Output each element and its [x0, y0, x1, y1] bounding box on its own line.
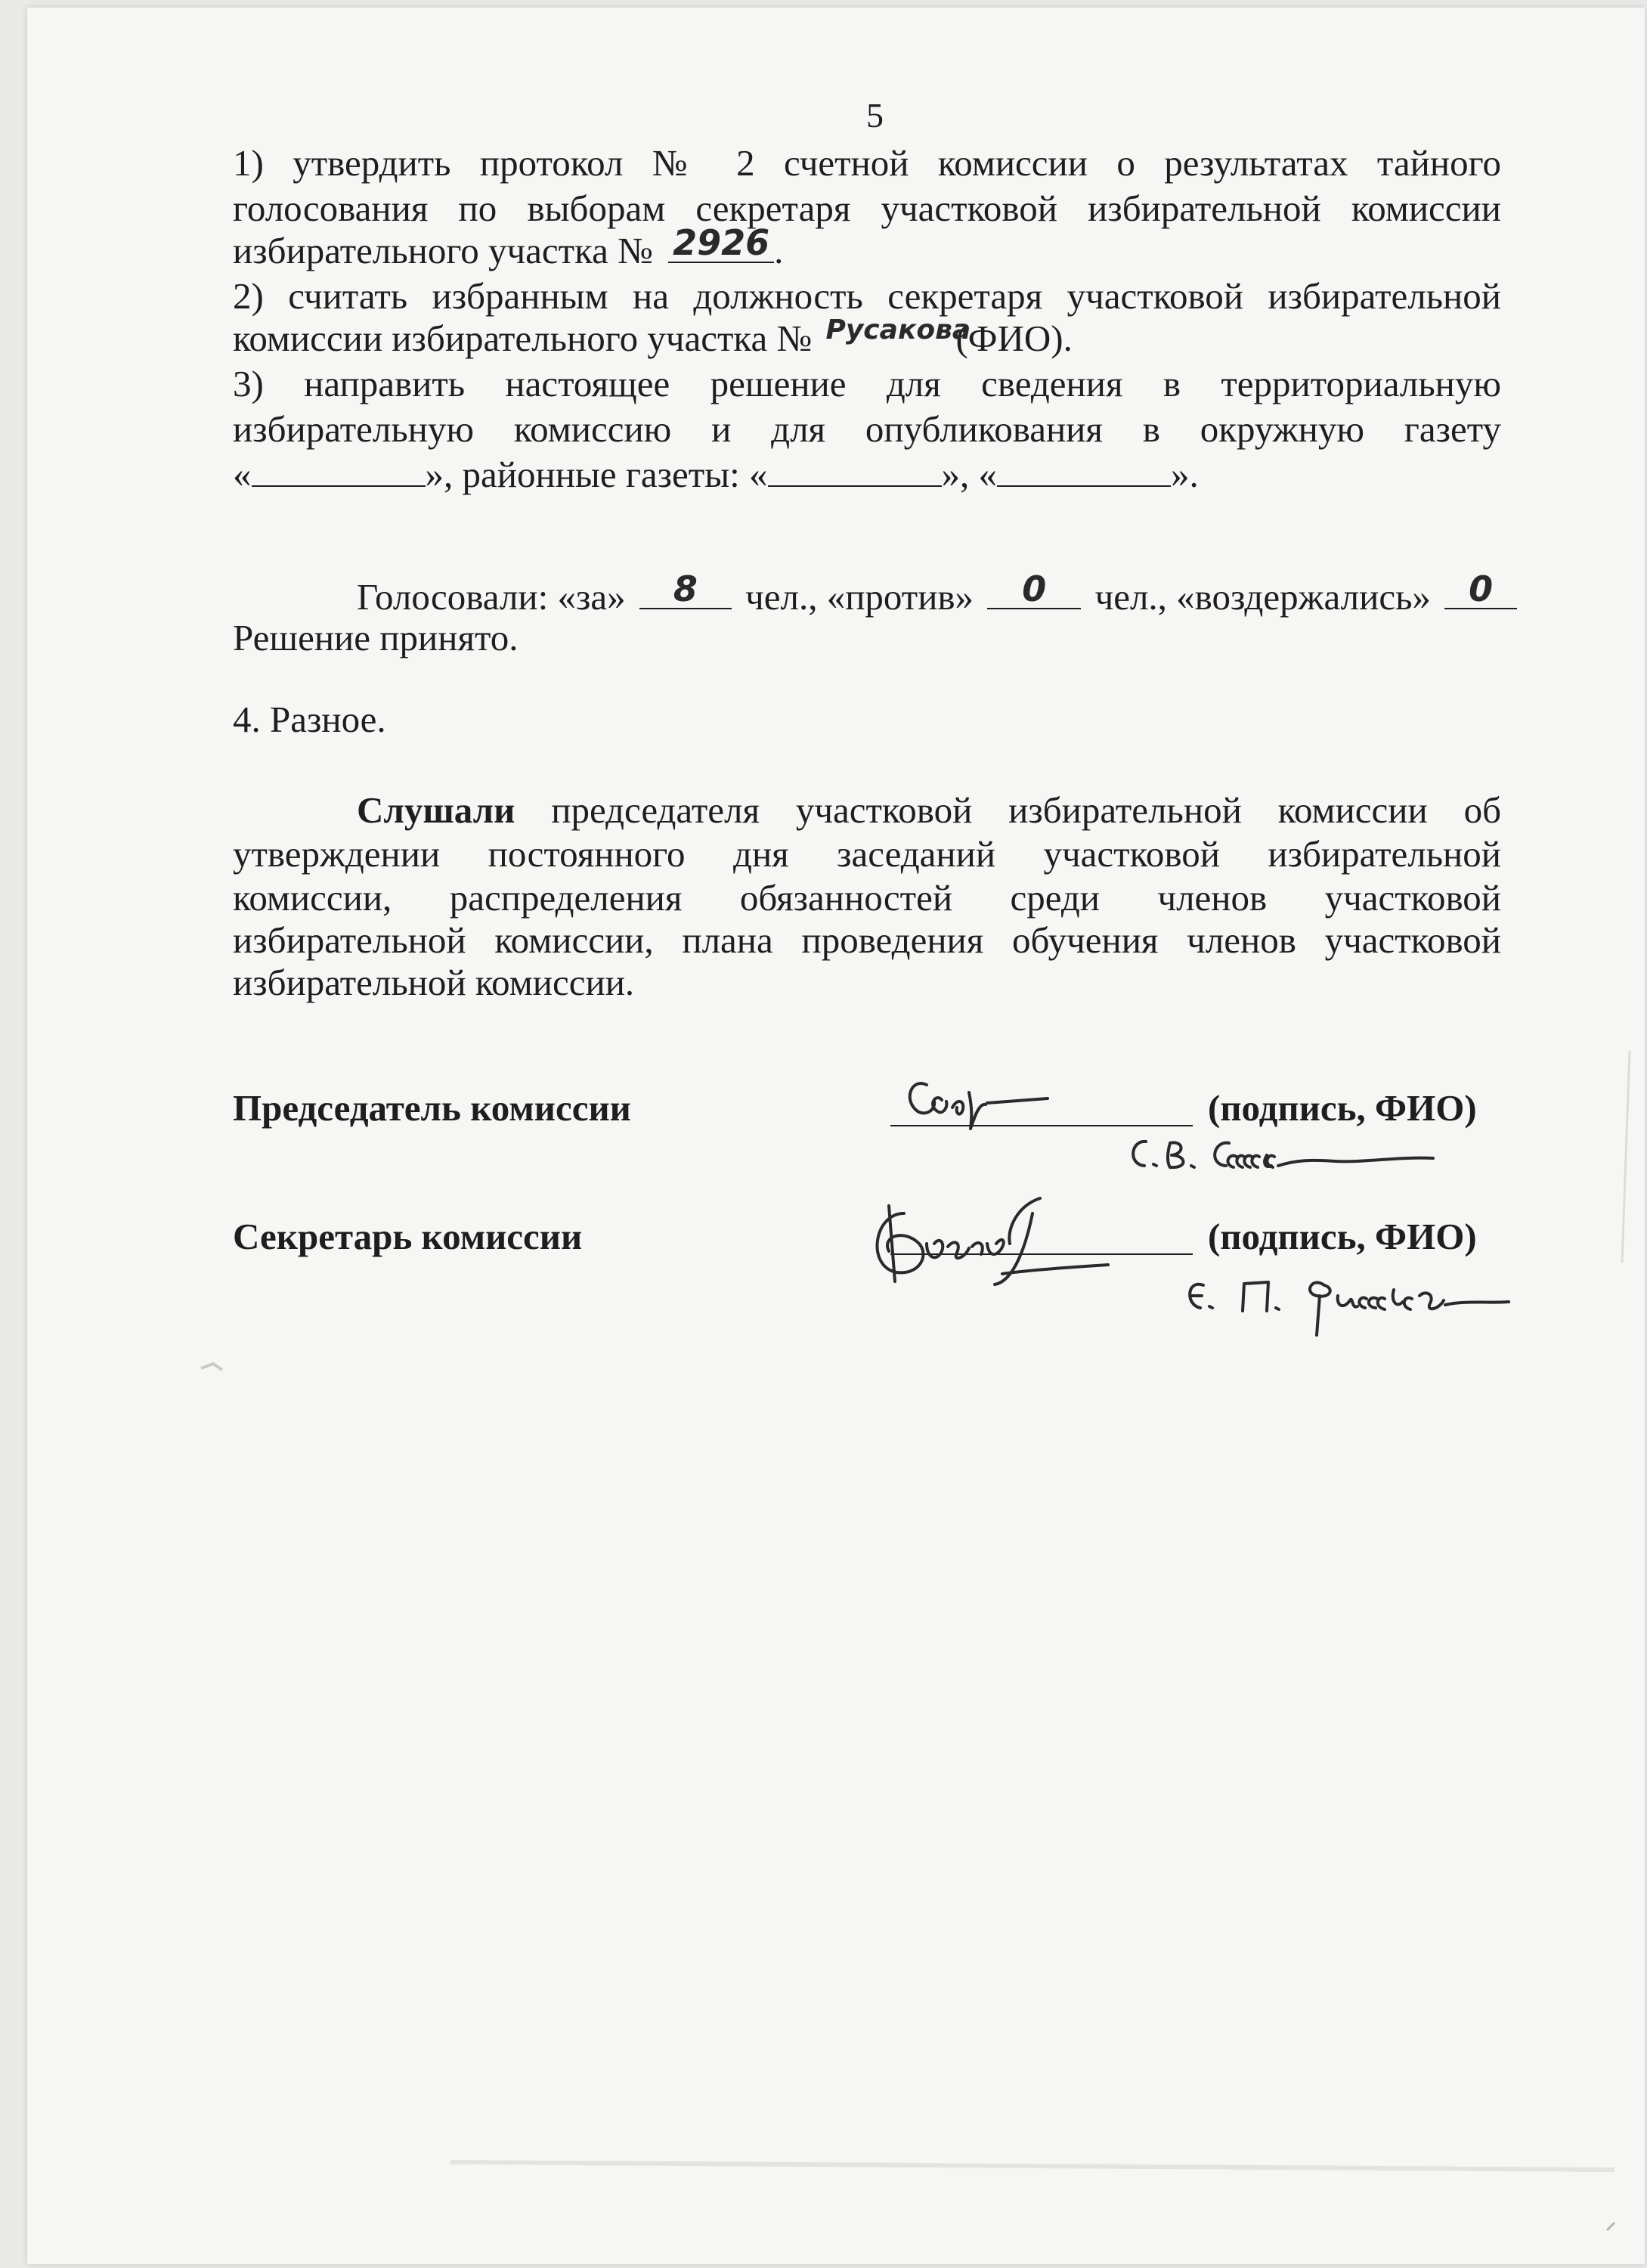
secretary-caption: (подпись, ФИО)	[1208, 1216, 1477, 1257]
chairman-caption: (подпись, ФИО)	[1208, 1087, 1477, 1129]
quote-open-1: «	[233, 454, 252, 495]
newspapers-text: », районные газеты: «	[425, 454, 768, 495]
decision-result: Решение принято.	[233, 617, 519, 658]
document-page	[27, 8, 1645, 2264]
paragraph-1-line-3-text: избирательного участка №	[233, 230, 653, 271]
secretary-label: Секретарь комиссии	[233, 1216, 583, 1257]
vote-abstain-label: чел., «воздержались»	[1094, 576, 1431, 618]
paragraph-1-line-1: 1) утвердить протокол № 2 счетной комиссии о результатах тайного	[233, 142, 1501, 184]
heard-line-3: комиссии, распределения обязанностей среди членов участковой	[233, 877, 1501, 919]
paragraph-2-line-2-end: (ФИО).	[955, 318, 1073, 359]
heard-bold-word: Слушали	[357, 789, 515, 831]
heard-line-1-rest: председателя участковой избирательной комиссии об	[551, 789, 1502, 831]
paragraph-3-line-2: избирательную комиссию и для опубликования в окружную газету	[233, 408, 1501, 450]
paragraph-3-line-1: 3) направить настоящее решение для сведения в территориальную	[233, 363, 1501, 404]
vote-against-handwritten: 0	[1022, 569, 1047, 609]
vote-for-label: Голосовали: «за»	[357, 576, 626, 618]
chairman-label: Председатель комиссии	[233, 1087, 631, 1129]
vote-against-label: чел., «против»	[745, 576, 974, 618]
paragraph-2-line-1: 2) считать избранным на должность секретаря участковой избирательной	[233, 275, 1501, 317]
precinct-number-handwritten: 2926	[673, 222, 770, 263]
vote-for-handwritten: 8	[673, 569, 698, 609]
heard-line-4: избирательной комиссии, плана проведения обучения членов участковой	[233, 919, 1501, 961]
paragraph-2-line-2-text: комиссии избирательного участка №	[233, 318, 813, 359]
quote-sep: », «	[941, 454, 997, 495]
heard-line-2: утверждении постоянного дня заседаний участковой избирательной	[233, 833, 1501, 875]
item-4-heading: 4. Разное.	[233, 699, 386, 740]
quote-close: ».	[1171, 454, 1199, 495]
elected-name-handwritten: Русакова	[825, 314, 971, 345]
heard-line-5: избирательной комиссии.	[233, 962, 635, 1003]
page-number: 5	[866, 96, 884, 135]
paragraph-1-line-2: голосования по выборам секретаря участковой избирательной комиссии	[233, 187, 1501, 229]
paragraph-1-line-3-end: .	[774, 230, 784, 271]
scan-marks	[27, 8, 1645, 2264]
vote-abstain-handwritten: 0	[1469, 569, 1494, 609]
